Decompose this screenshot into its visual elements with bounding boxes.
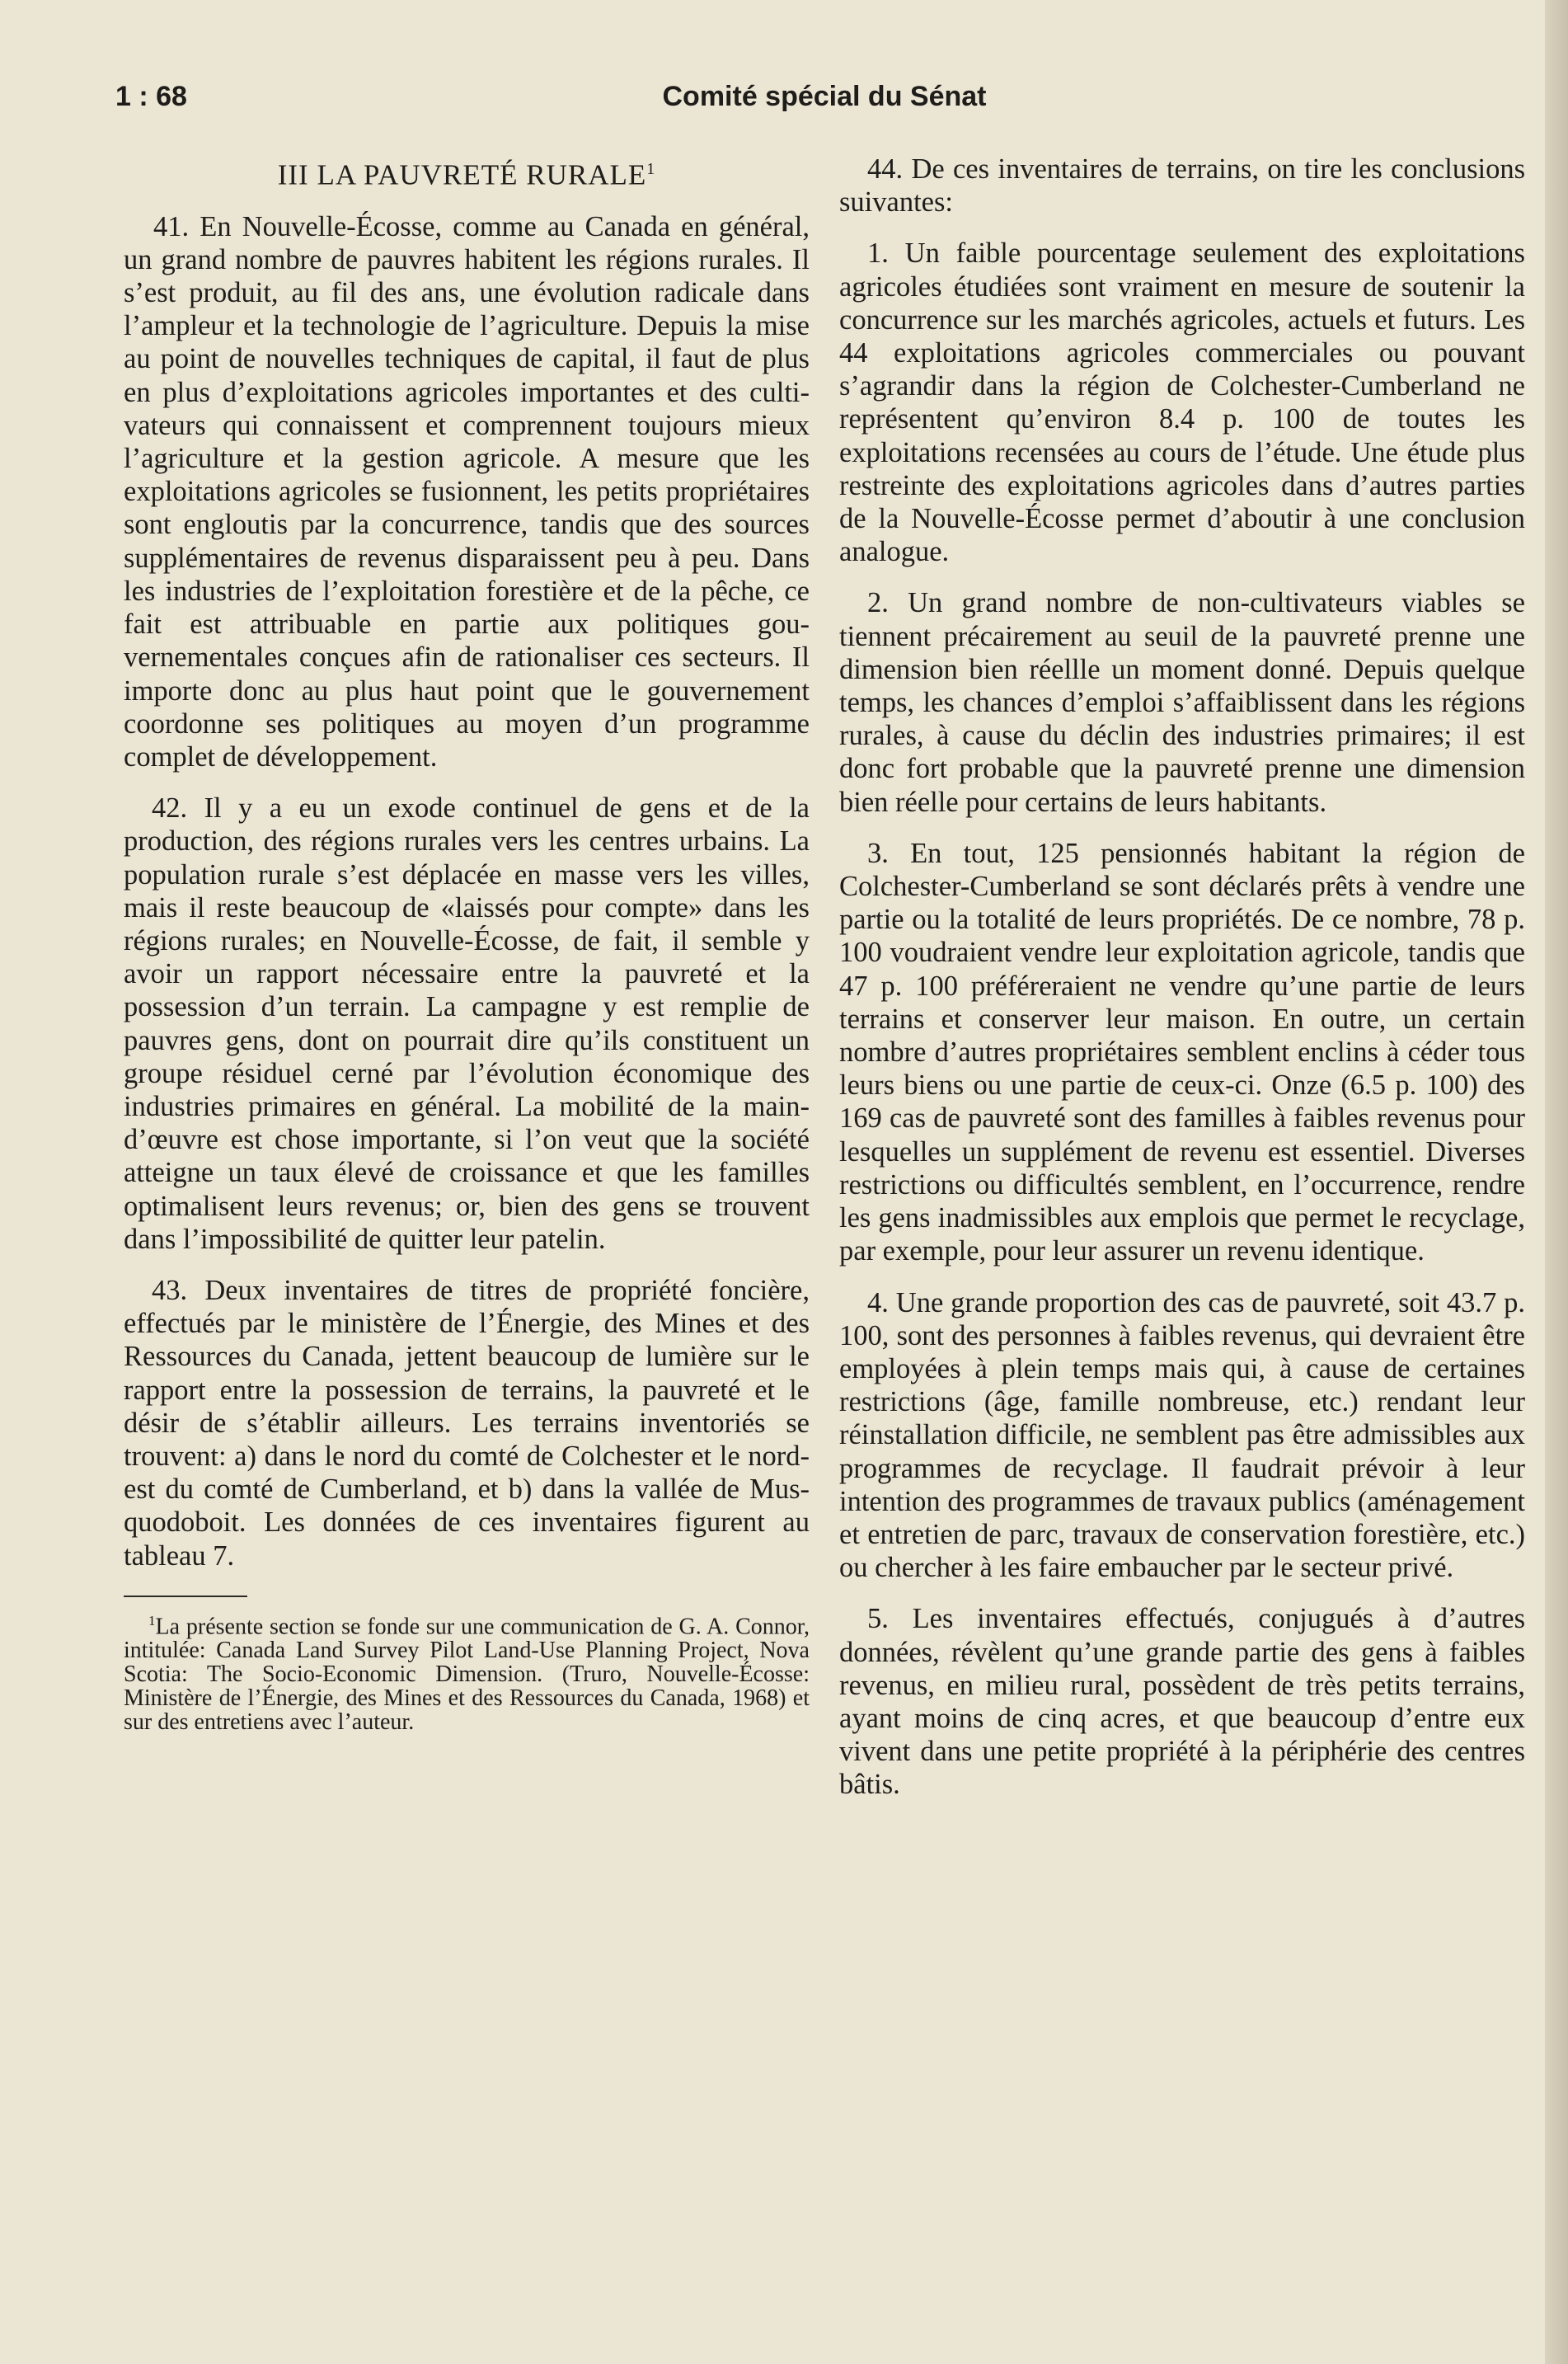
section-title-text: III LA PAUVRETÉ RURALE xyxy=(277,158,647,191)
list-item-1: 1. Un faible pourcentage seulement des exploitations agricoles étudiées sont vraiment en mesure de soutenir la concurrence sur les marchés agricoles, actuels et futurs. Les 44 exploitations agricoles commerciales ou pouvant s’agrandir dans la région de Colchester-Cumberland ne représentent qu’environ 8.4 p. 100 de toutes les exploitations recensées au cours de l’étude. Une étude plus restreinte des exploitations agricoles dans d’autres parties de la Nouvelle-Écosse permet d’aboutir à une conclusion analogue. xyxy=(839,237,1525,568)
running-title: Comité spécial du Sénat xyxy=(662,81,987,112)
page-number: 1 : 68 xyxy=(115,81,187,112)
left-column xyxy=(124,153,810,1734)
page-header xyxy=(115,81,1533,130)
list-item-4: 4. Une grande proportion des cas de pauvreté, soit 43.7 p. 100, sont des personnes à faibles revenus, qui devraient être employées à plein temps mais qui, à cause de certaines restrictions (âge, famille nombreuse, etc.) rendant leur réinstallation difficile, ne semblent pas être admissibles aux programmes de recyclage. Il faudrait prévoir à leur intention des programmes de travaux publics (aménagement et entretien de parc, travaux de conservation forestière, etc.) ou chercher à les faire embaucher par le secteur privé. xyxy=(839,1286,1525,1584)
list-item-5: 5. Les inventaires effectués, conjugués à d’autres données, révèlent qu’une grande partie des gens à faibles revenus, en milieu rural, possèdent de très petits terrains, ayant moins de cinq acres, et que beaucoup d’entre eux vivent dans une petite propriété à la périphérie des centres bâtis. xyxy=(839,1603,1525,1801)
list-item-3: 3. En tout, 125 pensionnés habitant la région de Colchester-Cumberland se sont déclarés prêts à vendre une partie ou la totalité de leurs propriétés. De ce nombre, 78 p. 100 voudraient vendre leur exploitation agricole, tandis que 47 p. 100 préféreraient ne vendre qu’une partie de leurs terrains et conserver leur maison. En outre, un certain nombre d’autres propriétaires semblent enclins à céder tous leurs biens ou une partie de ceux-ci. Onze (6.5 p. 100) des 169 cas de pauvreté sont des familles à faibles revenus pour lesquelles un supplément de revenu est essentiel. Diverses restrictions ou difficultés semblent, en l’occurrence, rendre les gens inadmissibles aux emplois que permet le recyclage, par exemple, pour leur assurer un revenu identique. xyxy=(839,837,1525,1267)
paragraph-42: 42. Il y a eu un exode continuel de gens et de la production, des régions rurales vers les centres urbains. La population rurale s’est déplacée en masse vers les villes, mais il reste beaucoup de «laissés pour compte» dans les régions rurales; en Nouvelle-Écosse, de fait, il semble y avoir un rapport nécessaire entre la pauvreté et la possession d’un terrain. La campagne y est remplie de pauvres gens, dont on pourrait dire qu’ils constituent un groupe résiduel cerné par l’évolution économique des industries primaires en général. La mobilité de la main-d’œuvre est chose importante, si l’on veut que la société atteigne un taux élevé de croissance et que les familles optimalisent leurs revenus; or, bien des gens se trouvent dans l’impossibilité de quitter leur patelin. xyxy=(124,792,810,1255)
footnote-text: La présente section se fonde sur une communication de G. A. Connor, intitulée: Canada Land Survey Pilot Land-Use Planning Project, Nova Scotia: The Socio-Economic Dimension. (Truro, Nouvelle-Écosse: Ministère de l’Énergie, des Mines et des Ressources du Canada, 1968) et sur des entretiens avec l’auteur. xyxy=(124,1614,810,1736)
section-title xyxy=(124,153,810,192)
page-edge xyxy=(1545,0,1568,2364)
right-column xyxy=(839,153,1525,1820)
paragraph-41: 41. En Nouvelle-Écosse, comme au Canada en général, un grand nombre de pauvres habitent les régions rurales. Il s’est produit, au fil des ans, une évolution radicale dans l’ampleur et la technologie de l’agriculture. Depuis la mise au point de nouvelles techniques de capital, il faut de plus en plus d’exploitations agricoles importantes et des cultivateurs qui connaissent et comprennent toujours mieux l’agriculture et la gestion agricole. A mesure que les exploitations agricoles se fusionnent, les petits propriétaires sont engloutis par la concurrence, tandis que des sources supplémentaires de revenus disparaissent peu à peu. Dans les industries de l’exploitation forestière et de la pêche, ce fait est attribuable en partie aux politiques gouvernementales conçues afin de rationaliser ces secteurs. Il importe donc au plus haut point que le gouvernement coordonne ses politiques au moyen d’un programme complet de développement. xyxy=(124,210,810,773)
paragraph-44: 44. De ces inventaires de terrains, on tire les conclusions suivantes: xyxy=(839,153,1525,219)
footnote-divider xyxy=(124,1596,247,1597)
paragraph-43: 43. Deux inventaires de titres de propriété foncière, effectués par le ministère de l’Énergie, des Mines et des Ressources du Canada, jettent beaucoup de lumière sur le rapport entre la possession de terrains, la pauvreté et le désir de s’établir ailleurs. Les terrains inventoriés se trouvent: a) dans le nord du comté de Colchester et le nord-est du comté de Cumberland, et b) dans la vallée de Musquodoboit. Les données de ces inventaires figurent au tableau 7. xyxy=(124,1274,810,1572)
list-item-2: 2. Un grand nombre de non-cultivateurs viables se tiennent précairement au seuil de la pauvreté prenne une dimension bien réellle un moment donné. Depuis quelque temps, les chances d’emploi s’affaiblissent dans les régions rurales, à cause du déclin des industries primaires; il est donc fort probable que la pauvreté prenne une dimension bien réelle pour certains de leurs habitants. xyxy=(839,587,1525,818)
section-footnote-marker: 1 xyxy=(646,160,656,178)
footnote xyxy=(124,1609,810,1734)
footnote-marker: 1 xyxy=(148,1612,156,1628)
